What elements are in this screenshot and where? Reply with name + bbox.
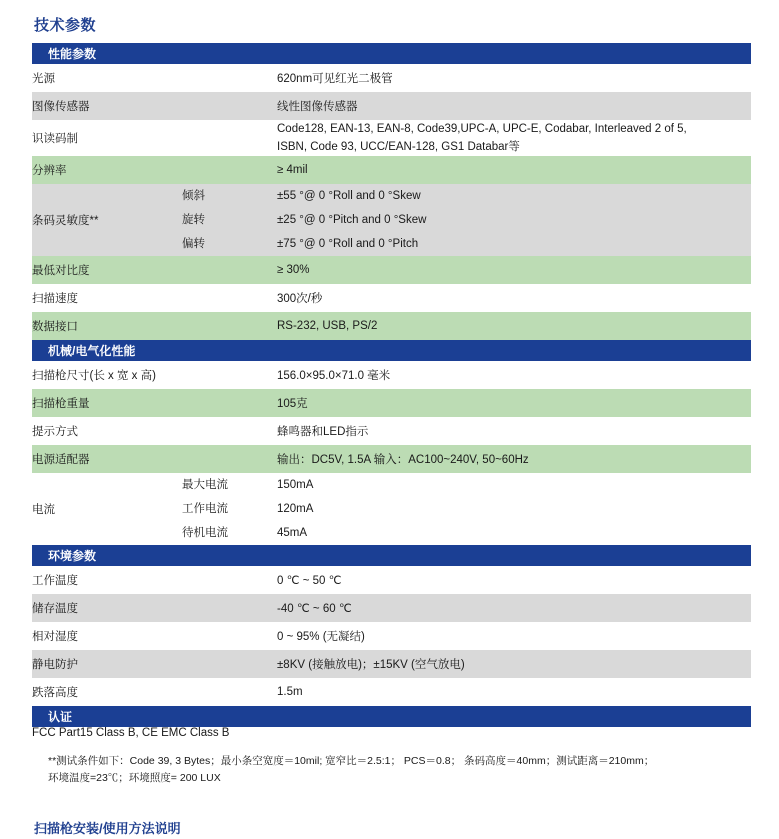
row-value: 1.5m [277, 678, 751, 706]
table-row-current [32, 473, 751, 545]
row-label: 提示方式 [32, 417, 277, 445]
sub-label: 工作电流 [182, 503, 228, 515]
table-row [32, 566, 751, 594]
row-label: 扫描速度 [32, 284, 277, 312]
row-value: RS-232, USB, PS/2 [277, 312, 751, 340]
table-row [32, 156, 751, 184]
sub-value: 150mA [277, 479, 314, 491]
row-label: 跌落高度 [32, 678, 277, 706]
row-label: 储存温度 [32, 594, 277, 622]
sub-value-group [277, 473, 751, 545]
row-value: ±8KV (接触放电)；±15KV (空气放电) [277, 650, 751, 678]
row-label: 条码灵敏度** [32, 184, 182, 256]
table-row [32, 445, 751, 473]
footnote-line-2: 环境温度=23℃；环境照度= 200 LUX [48, 772, 221, 784]
row-value: ≥ 30% [277, 256, 751, 284]
spec-table [32, 43, 751, 739]
row-value: 0 ~ 95% (无凝结) [277, 622, 751, 650]
section-header-label: 性能参数 [32, 43, 751, 64]
row-label: 相对湿度 [32, 622, 277, 650]
row-value: -40 ℃ ~ 60 ℃ [277, 594, 751, 622]
row-value [277, 120, 751, 156]
section-header-mechanical [32, 340, 751, 361]
row-value: 0 ℃ ~ 50 ℃ [277, 566, 751, 594]
row-label: 扫描枪重量 [32, 389, 277, 417]
table-row [32, 650, 751, 678]
row-value: ≥ 4mil [277, 156, 751, 184]
row-label: 分辨率 [32, 156, 277, 184]
row-label: 识读码制 [32, 120, 277, 156]
section-header-environment [32, 545, 751, 566]
row-value-line: Code128, EAN-13, EAN-8, Code39,UPC-A, UPC-E, Codabar, Interleaved 2 of 5, [277, 123, 687, 135]
row-value: 蜂鸣器和LED指示 [277, 417, 751, 445]
sub-value: ±25 °@ 0 °Pitch and 0 °Skew [277, 214, 427, 226]
certification-text: FCC Part15 Class B, CE EMC Class B [32, 727, 751, 739]
sub-label: 倾斜 [182, 190, 205, 202]
row-label: 电流 [32, 473, 182, 545]
sub-label: 偏转 [182, 238, 205, 250]
sub-label: 旋转 [182, 214, 205, 226]
section-header-performance [32, 43, 751, 64]
table-row [32, 256, 751, 284]
footnote [32, 739, 751, 787]
table-row [32, 120, 751, 156]
sub-value: 45mA [277, 527, 308, 539]
row-value-line: ISBN, Code 93, UCC/EAN-128, GS1 Databar等 [277, 141, 520, 153]
row-value: 620nm可见红光二极管 [277, 64, 751, 92]
row-label: 扫描枪尺寸(长 x 宽 x 高) [32, 361, 277, 389]
sub-label-group [182, 473, 277, 545]
row-label: 数据接口 [32, 312, 277, 340]
section-header-certification [32, 706, 751, 727]
row-value: 105克 [277, 389, 751, 417]
table-row [32, 622, 751, 650]
row-value: 300次/秒 [277, 284, 751, 312]
table-row [32, 361, 751, 389]
row-label: 电源适配器 [32, 445, 277, 473]
sub-label-group [182, 184, 277, 256]
footnote-line-1: **测试条件如下：Code 39, 3 Bytes；最小条空宽度＝10mil; 宽窄比＝2.5:1； PCS＝0.8； 条码高度＝40mm；测试距离＝210mm； [48, 755, 655, 767]
next-section-title: 扫描枪安装/使用方法说明 [34, 821, 181, 836]
row-label: 最低对比度 [32, 256, 277, 284]
table-row [32, 678, 751, 706]
page-title: 技术参数 [34, 17, 97, 34]
sub-label: 待机电流 [182, 527, 228, 539]
sub-value: 120mA [277, 503, 314, 515]
section-header-label: 环境参数 [32, 545, 751, 566]
sub-value: ±55 °@ 0 °Roll and 0 °Skew [277, 190, 421, 202]
table-row-sensitivity [32, 184, 751, 256]
table-row [32, 389, 751, 417]
table-row [32, 594, 751, 622]
sub-value: ±75 °@ 0 °Roll and 0 °Pitch [277, 238, 419, 250]
sub-label: 最大电流 [182, 479, 228, 491]
row-value: 线性图像传感器 [277, 92, 751, 120]
row-value: 156.0×95.0×71.0 毫米 [277, 361, 751, 389]
table-row-certification [32, 727, 751, 739]
section-header-label: 机械/电气化性能 [32, 340, 751, 361]
table-row [32, 92, 751, 120]
row-label: 图像传感器 [32, 92, 277, 120]
table-row [32, 284, 751, 312]
sub-value-group [277, 184, 751, 256]
table-row [32, 64, 751, 92]
table-row [32, 417, 751, 445]
row-label: 光源 [32, 64, 277, 92]
table-row [32, 312, 751, 340]
row-label: 工作温度 [32, 566, 277, 594]
row-value: 输出：DC5V, 1.5A 输入：AC100~240V, 50~60Hz [277, 445, 751, 473]
section-header-label: 认证 [32, 706, 751, 727]
row-label: 静电防护 [32, 650, 277, 678]
